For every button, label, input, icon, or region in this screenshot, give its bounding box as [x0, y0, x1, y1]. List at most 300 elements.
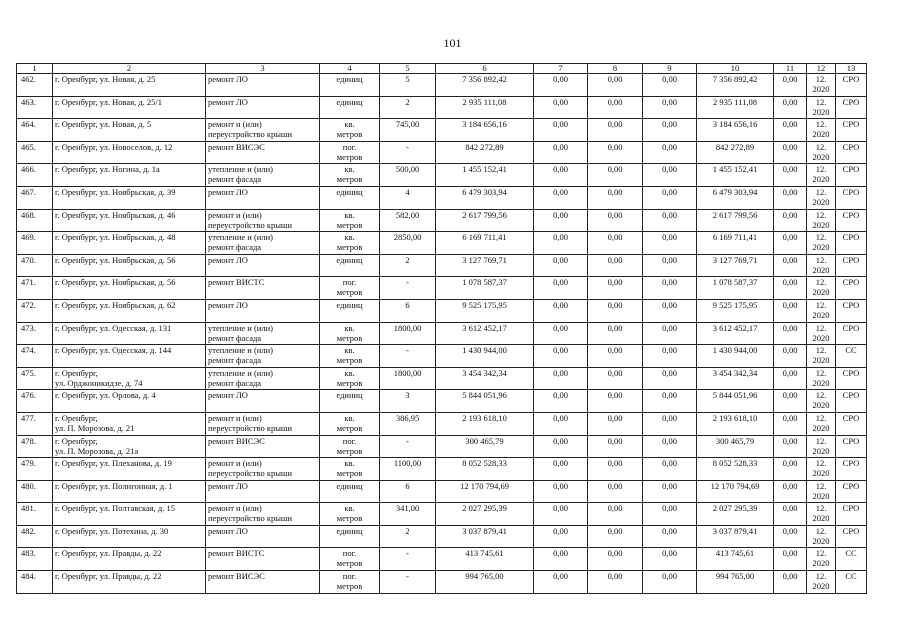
col10-cell: 6 479 303,94 — [697, 186, 774, 209]
row-number: 484. — [17, 571, 53, 594]
col7-cell: 0,00 — [534, 299, 588, 322]
period-cell: 12. 2020 — [807, 480, 836, 503]
address-cell: г. Оренбург, ул. Полигонная, д. 1 — [53, 480, 206, 503]
row-number: 465. — [17, 141, 53, 164]
table-row — [17, 277, 867, 300]
col8-cell: 0,00 — [588, 571, 643, 594]
source-cell: СРО — [836, 458, 867, 481]
col9-cell: 0,00 — [643, 367, 697, 390]
work-type-cell: ремонт и (или) переустройство крыши — [206, 458, 320, 481]
work-type-cell: утепление и (или) ремонт фасада — [206, 345, 320, 368]
col8-cell: 0,00 — [588, 367, 643, 390]
address-cell: г. Оренбург, ул. Ноябрьская, д. 56 — [53, 277, 206, 300]
col7-cell: 0,00 — [534, 435, 588, 458]
col7-cell: 0,00 — [534, 254, 588, 277]
source-cell: СРО — [836, 186, 867, 209]
work-type-cell: утепление и (или) ремонт фасада — [206, 164, 320, 187]
col10-cell: 2 617 799,56 — [697, 209, 774, 232]
source-cell: СРО — [836, 209, 867, 232]
row-number: 479. — [17, 458, 53, 481]
table-row — [17, 525, 867, 548]
unit-cell: пог. метров — [320, 548, 380, 571]
source-cell: СРО — [836, 232, 867, 255]
total-cost-cell: 842 272,89 — [436, 141, 534, 164]
quantity-cell: 3 — [380, 390, 436, 413]
col10-cell: 7 356 892,42 — [697, 74, 774, 97]
col7-cell: 0,00 — [534, 345, 588, 368]
col9-cell: 0,00 — [643, 299, 697, 322]
work-type-cell: ремонт ВИСЭС — [206, 435, 320, 458]
address-cell: г. Оренбург, ул. Новая, д. 25 — [53, 74, 206, 97]
unit-cell: кв. метров — [320, 503, 380, 526]
table-header — [17, 64, 867, 74]
col9-cell: 0,00 — [643, 345, 697, 368]
row-number: 483. — [17, 548, 53, 571]
quantity-cell: 5 — [380, 74, 436, 97]
total-cost-cell: 6 479 303,94 — [436, 186, 534, 209]
total-cost-cell: 1 078 587,37 — [436, 277, 534, 300]
source-cell: СРО — [836, 141, 867, 164]
col8-cell: 0,00 — [588, 232, 643, 255]
col9-cell: 0,00 — [643, 119, 697, 142]
col11-cell: 0,00 — [774, 458, 807, 481]
row-number: 478. — [17, 435, 53, 458]
source-cell: СРО — [836, 277, 867, 300]
address-cell: г. Оренбург, ул. Новоселов, д. 12 — [53, 141, 206, 164]
table-row — [17, 186, 867, 209]
row-number: 475. — [17, 367, 53, 390]
col10-cell: 842 272,89 — [697, 141, 774, 164]
col10-cell: 6 169 711,41 — [697, 232, 774, 255]
col10-cell: 8 052 528,33 — [697, 458, 774, 481]
address-cell: г. Оренбург, ул. Ногина, д. 1а — [53, 164, 206, 187]
table-row — [17, 390, 867, 413]
col10-cell: 2 193 618,10 — [697, 412, 774, 435]
table-row — [17, 412, 867, 435]
col8-cell: 0,00 — [588, 480, 643, 503]
unit-cell: кв. метров — [320, 412, 380, 435]
col8-cell: 0,00 — [588, 141, 643, 164]
col10-cell: 2 027 295,39 — [697, 503, 774, 526]
column-header-6: 6 — [436, 64, 534, 74]
period-cell: 12. 2020 — [807, 571, 836, 594]
col8-cell: 0,00 — [588, 277, 643, 300]
col8-cell: 0,00 — [588, 299, 643, 322]
page-number: 101 — [443, 36, 462, 50]
table-row — [17, 367, 867, 390]
quantity-cell: 6 — [380, 299, 436, 322]
period-cell: 12. 2020 — [807, 254, 836, 277]
source-cell: СРО — [836, 96, 867, 119]
total-cost-cell: 2 617 799,56 — [436, 209, 534, 232]
col8-cell: 0,00 — [588, 74, 643, 97]
work-type-cell: ремонт ЛО — [206, 74, 320, 97]
col10-cell: 3 037 879,41 — [697, 525, 774, 548]
total-cost-cell: 5 844 051,96 — [436, 390, 534, 413]
col9-cell: 0,00 — [643, 141, 697, 164]
address-cell: г. Оренбург, ул. Полтавская, д. 15 — [53, 503, 206, 526]
row-number: 482. — [17, 525, 53, 548]
total-cost-cell: 3 127 769,71 — [436, 254, 534, 277]
column-header-3: 3 — [206, 64, 320, 74]
work-type-cell: ремонт и (или) переустройство крыши — [206, 119, 320, 142]
quantity-cell: - — [380, 141, 436, 164]
total-cost-cell: 2 935 111,08 — [436, 96, 534, 119]
work-type-cell: ремонт ВИСТС — [206, 277, 320, 300]
source-cell: СРО — [836, 322, 867, 345]
period-cell: 12. 2020 — [807, 141, 836, 164]
col9-cell: 0,00 — [643, 480, 697, 503]
row-number: 470. — [17, 254, 53, 277]
col7-cell: 0,00 — [534, 503, 588, 526]
col7-cell: 0,00 — [534, 525, 588, 548]
col11-cell: 0,00 — [774, 254, 807, 277]
col8-cell: 0,00 — [588, 435, 643, 458]
col11-cell: 0,00 — [774, 345, 807, 368]
period-cell: 12. 2020 — [807, 367, 836, 390]
work-type-cell: ремонт ЛО — [206, 254, 320, 277]
col9-cell: 0,00 — [643, 254, 697, 277]
address-cell: г. Оренбург, ул. Орлова, д. 4 — [53, 390, 206, 413]
work-type-cell: ремонт ВИСЭС — [206, 571, 320, 594]
row-number: 476. — [17, 390, 53, 413]
period-cell: 12. 2020 — [807, 232, 836, 255]
table-row — [17, 548, 867, 571]
unit-cell: кв. метров — [320, 119, 380, 142]
period-cell: 12. 2020 — [807, 186, 836, 209]
table-row — [17, 345, 867, 368]
works-table — [16, 63, 867, 594]
quantity-cell: - — [380, 435, 436, 458]
period-cell: 12. 2020 — [807, 435, 836, 458]
row-number: 471. — [17, 277, 53, 300]
total-cost-cell: 3 454 342,34 — [436, 367, 534, 390]
col9-cell: 0,00 — [643, 322, 697, 345]
quantity-cell: 2 — [380, 96, 436, 119]
col9-cell: 0,00 — [643, 390, 697, 413]
source-cell: СРО — [836, 525, 867, 548]
work-type-cell: утепление и (или) ремонт фасада — [206, 232, 320, 255]
col10-cell: 12 170 794,69 — [697, 480, 774, 503]
total-cost-cell: 3 037 879,41 — [436, 525, 534, 548]
table-row — [17, 254, 867, 277]
col11-cell: 0,00 — [774, 164, 807, 187]
table-row — [17, 322, 867, 345]
row-number: 468. — [17, 209, 53, 232]
source-cell: СРО — [836, 435, 867, 458]
column-header-8: 8 — [588, 64, 643, 74]
quantity-cell: 2850,00 — [380, 232, 436, 255]
quantity-cell: 1100,00 — [380, 458, 436, 481]
total-cost-cell: 2 193 618,10 — [436, 412, 534, 435]
col11-cell: 0,00 — [774, 141, 807, 164]
source-cell: СРО — [836, 254, 867, 277]
col9-cell: 0,00 — [643, 525, 697, 548]
col7-cell: 0,00 — [534, 458, 588, 481]
table-row — [17, 480, 867, 503]
address-cell: г. Оренбург, ул. Ноябрьская, д. 48 — [53, 232, 206, 255]
col10-cell: 3 184 656,16 — [697, 119, 774, 142]
col7-cell: 0,00 — [534, 209, 588, 232]
table-row — [17, 96, 867, 119]
unit-cell: кв. метров — [320, 232, 380, 255]
col9-cell: 0,00 — [643, 186, 697, 209]
col10-cell: 5 844 051,96 — [697, 390, 774, 413]
unit-cell: кв. метров — [320, 209, 380, 232]
col7-cell: 0,00 — [534, 141, 588, 164]
unit-cell: единиц — [320, 186, 380, 209]
column-header-13: 13 — [836, 64, 867, 74]
period-cell: 12. 2020 — [807, 299, 836, 322]
total-cost-cell: 994 765,00 — [436, 571, 534, 594]
address-cell: г. Оренбург, ул. Правды, д. 22 — [53, 571, 206, 594]
col9-cell: 0,00 — [643, 571, 697, 594]
unit-cell: пог. метров — [320, 277, 380, 300]
total-cost-cell: 300 465,79 — [436, 435, 534, 458]
quantity-cell: 1800,00 — [380, 367, 436, 390]
col7-cell: 0,00 — [534, 571, 588, 594]
col8-cell: 0,00 — [588, 186, 643, 209]
total-cost-cell: 8 052 528,33 — [436, 458, 534, 481]
col8-cell: 0,00 — [588, 525, 643, 548]
table-row — [17, 503, 867, 526]
unit-cell: единиц — [320, 525, 380, 548]
period-cell: 12. 2020 — [807, 277, 836, 300]
row-number: 481. — [17, 503, 53, 526]
address-cell: г. Оренбург, ул. Новая, д. 5 — [53, 119, 206, 142]
col8-cell: 0,00 — [588, 503, 643, 526]
row-number: 472. — [17, 299, 53, 322]
col11-cell: 0,00 — [774, 435, 807, 458]
quantity-cell: 4 — [380, 186, 436, 209]
col8-cell: 0,00 — [588, 96, 643, 119]
period-cell: 12. 2020 — [807, 96, 836, 119]
source-cell: СРО — [836, 74, 867, 97]
total-cost-cell: 1 430 944,00 — [436, 345, 534, 368]
total-cost-cell: 6 169 711,41 — [436, 232, 534, 255]
address-cell: г. Оренбург, ул. Ноябрьская, д. 62 — [53, 299, 206, 322]
row-number: 477. — [17, 412, 53, 435]
col10-cell: 3 127 769,71 — [697, 254, 774, 277]
address-cell: г. Оренбург, ул. Плеханова, д. 19 — [53, 458, 206, 481]
period-cell: 12. 2020 — [807, 390, 836, 413]
total-cost-cell: 3 612 452,17 — [436, 322, 534, 345]
col10-cell: 994 765,00 — [697, 571, 774, 594]
period-cell: 12. 2020 — [807, 209, 836, 232]
total-cost-cell: 12 170 794,69 — [436, 480, 534, 503]
column-header-1: 1 — [17, 64, 53, 74]
col9-cell: 0,00 — [643, 412, 697, 435]
col7-cell: 0,00 — [534, 412, 588, 435]
row-number: 466. — [17, 164, 53, 187]
work-type-cell: ремонт ВИСТС — [206, 548, 320, 571]
table-row — [17, 458, 867, 481]
col11-cell: 0,00 — [774, 232, 807, 255]
unit-cell: кв. метров — [320, 322, 380, 345]
col8-cell: 0,00 — [588, 322, 643, 345]
col10-cell: 3 612 452,17 — [697, 322, 774, 345]
unit-cell: пог. метров — [320, 141, 380, 164]
col8-cell: 0,00 — [588, 458, 643, 481]
col7-cell: 0,00 — [534, 96, 588, 119]
work-type-cell: ремонт ЛО — [206, 390, 320, 413]
col8-cell: 0,00 — [588, 164, 643, 187]
address-cell: г. Оренбург, ул. Одесская, д. 131 — [53, 322, 206, 345]
column-header-2: 2 — [53, 64, 206, 74]
col8-cell: 0,00 — [588, 412, 643, 435]
work-type-cell: ремонт и (или) переустройство крыши — [206, 412, 320, 435]
work-type-cell: ремонт и (или) переустройство крыши — [206, 209, 320, 232]
col9-cell: 0,00 — [643, 96, 697, 119]
col9-cell: 0,00 — [643, 503, 697, 526]
col7-cell: 0,00 — [534, 186, 588, 209]
col8-cell: 0,00 — [588, 254, 643, 277]
quantity-cell: 2 — [380, 254, 436, 277]
address-cell: г. Оренбург, ул. Орджоникидзе, д. 74 — [53, 367, 206, 390]
row-number: 464. — [17, 119, 53, 142]
table-row — [17, 141, 867, 164]
unit-cell: единиц — [320, 299, 380, 322]
col7-cell: 0,00 — [534, 119, 588, 142]
col11-cell: 0,00 — [774, 119, 807, 142]
unit-cell: кв. метров — [320, 367, 380, 390]
row-number: 467. — [17, 186, 53, 209]
work-type-cell: ремонт ЛО — [206, 186, 320, 209]
col9-cell: 0,00 — [643, 164, 697, 187]
address-cell: г. Оренбург, ул. Новая, д. 25/1 — [53, 96, 206, 119]
table-row — [17, 74, 867, 97]
table-row — [17, 119, 867, 142]
col11-cell: 0,00 — [774, 412, 807, 435]
col7-cell: 0,00 — [534, 367, 588, 390]
quantity-cell: 1800,00 — [380, 322, 436, 345]
work-type-cell: ремонт ВИСЭС — [206, 141, 320, 164]
col7-cell: 0,00 — [534, 74, 588, 97]
col8-cell: 0,00 — [588, 209, 643, 232]
col9-cell: 0,00 — [643, 277, 697, 300]
table-row — [17, 299, 867, 322]
col7-cell: 0,00 — [534, 390, 588, 413]
col11-cell: 0,00 — [774, 480, 807, 503]
table-row — [17, 571, 867, 594]
column-header-10: 10 — [697, 64, 774, 74]
source-cell: СРО — [836, 390, 867, 413]
column-header-4: 4 — [320, 64, 380, 74]
col11-cell: 0,00 — [774, 503, 807, 526]
quantity-cell: 582,00 — [380, 209, 436, 232]
col7-cell: 0,00 — [534, 548, 588, 571]
source-cell: СРО — [836, 164, 867, 187]
work-type-cell: ремонт ЛО — [206, 96, 320, 119]
unit-cell: пог. метров — [320, 435, 380, 458]
period-cell: 12. 2020 — [807, 164, 836, 187]
col11-cell: 0,00 — [774, 186, 807, 209]
row-number: 462. — [17, 74, 53, 97]
col11-cell: 0,00 — [774, 367, 807, 390]
col10-cell: 3 454 342,34 — [697, 367, 774, 390]
col11-cell: 0,00 — [774, 299, 807, 322]
period-cell: 12. 2020 — [807, 74, 836, 97]
col10-cell: 300 465,79 — [697, 435, 774, 458]
col11-cell: 0,00 — [774, 277, 807, 300]
col8-cell: 0,00 — [588, 345, 643, 368]
col11-cell: 0,00 — [774, 74, 807, 97]
total-cost-cell: 3 184 656,16 — [436, 119, 534, 142]
row-number: 469. — [17, 232, 53, 255]
col8-cell: 0,00 — [588, 119, 643, 142]
period-cell: 12. 2020 — [807, 503, 836, 526]
period-cell: 12. 2020 — [807, 119, 836, 142]
address-cell: г. Оренбург, ул. Потехина, д. 30 — [53, 525, 206, 548]
row-number: 463. — [17, 96, 53, 119]
column-header-9: 9 — [643, 64, 697, 74]
quantity-cell: - — [380, 548, 436, 571]
col9-cell: 0,00 — [643, 232, 697, 255]
col10-cell: 1 455 152,41 — [697, 164, 774, 187]
col10-cell: 2 935 111,08 — [697, 96, 774, 119]
table-row — [17, 164, 867, 187]
row-number: 474. — [17, 345, 53, 368]
source-cell: СС — [836, 571, 867, 594]
source-cell: СРО — [836, 367, 867, 390]
period-cell: 12. 2020 — [807, 458, 836, 481]
total-cost-cell: 413 745,61 — [436, 548, 534, 571]
source-cell: СРО — [836, 299, 867, 322]
unit-cell: кв. метров — [320, 458, 380, 481]
col11-cell: 0,00 — [774, 571, 807, 594]
col11-cell: 0,00 — [774, 525, 807, 548]
col8-cell: 0,00 — [588, 390, 643, 413]
source-cell: СС — [836, 345, 867, 368]
table-row — [17, 232, 867, 255]
unit-cell: единиц — [320, 480, 380, 503]
row-number: 480. — [17, 480, 53, 503]
col9-cell: 0,00 — [643, 74, 697, 97]
period-cell: 12. 2020 — [807, 345, 836, 368]
unit-cell: единиц — [320, 96, 380, 119]
column-header-5: 5 — [380, 64, 436, 74]
work-type-cell: ремонт ЛО — [206, 525, 320, 548]
unit-cell: кв. метров — [320, 345, 380, 368]
period-cell: 12. 2020 — [807, 525, 836, 548]
address-cell: г. Оренбург, ул. Ноябрьская, д. 39 — [53, 186, 206, 209]
period-cell: 12. 2020 — [807, 548, 836, 571]
address-cell: г. Оренбург, ул. Ноябрьская, д. 56 — [53, 254, 206, 277]
col7-cell: 0,00 — [534, 164, 588, 187]
unit-cell: единиц — [320, 254, 380, 277]
unit-cell: единиц — [320, 74, 380, 97]
row-number: 473. — [17, 322, 53, 345]
quantity-cell: 745,00 — [380, 119, 436, 142]
quantity-cell: 6 — [380, 480, 436, 503]
table-row — [17, 209, 867, 232]
col9-cell: 0,00 — [643, 435, 697, 458]
address-cell: г. Оренбург, ул. Правды, д. 22 — [53, 548, 206, 571]
source-cell: СРО — [836, 503, 867, 526]
work-type-cell: ремонт и (или) переустройство крыши — [206, 503, 320, 526]
col10-cell: 413 745,61 — [697, 548, 774, 571]
total-cost-cell: 1 455 152,41 — [436, 164, 534, 187]
column-header-12: 12 — [807, 64, 836, 74]
col7-cell: 0,00 — [534, 277, 588, 300]
col11-cell: 0,00 — [774, 209, 807, 232]
column-header-11: 11 — [774, 64, 807, 74]
col9-cell: 0,00 — [643, 458, 697, 481]
work-type-cell: ремонт ЛО — [206, 480, 320, 503]
work-type-cell: ремонт ЛО — [206, 299, 320, 322]
col11-cell: 0,00 — [774, 322, 807, 345]
period-cell: 12. 2020 — [807, 322, 836, 345]
